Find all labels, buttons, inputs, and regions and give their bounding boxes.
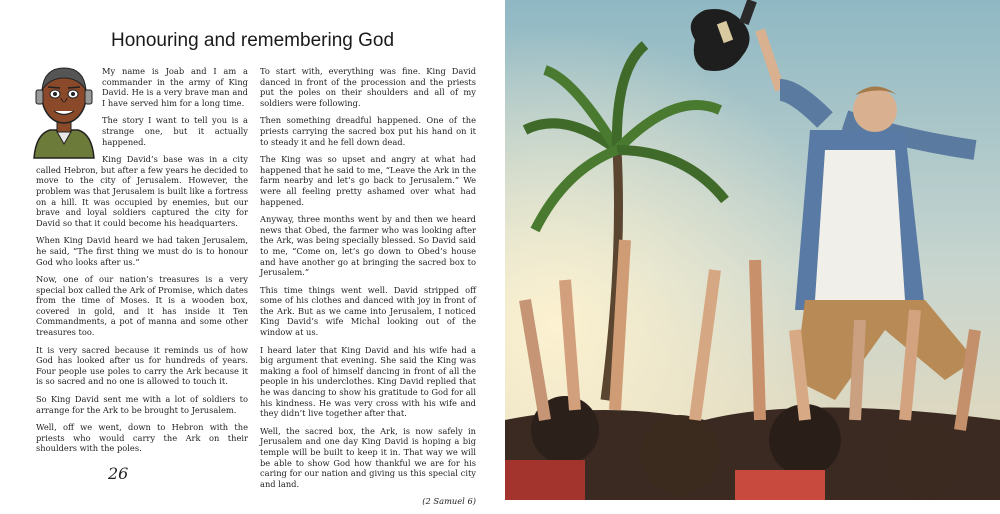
paragraph: This time things went well. David stripped off some of his clothes and danced with joy in front of the Ark. But as we came into Jerusalem, I noticed King David’s wife Michal looking out of the window at us. [260, 284, 476, 338]
paragraph: To start with, everything was fine. King David danced in front of the procession and the priests put the poles on their shoulders and all of my soldiers were following. [260, 66, 476, 108]
paragraph: Now, one of our nation’s treasures is a very special box called the Ark of Promise, which dates from the time of Moses. It is a wooden box, covered in gold, and it has inside it Ten Commandments, a pot of manna and some other treasures too. [36, 274, 248, 338]
page-title: Honouring and remembering God [110, 30, 395, 51]
paragraph: Well, off we went, down to Hebron with the priests who would carry the Ark on their shoulders with the poles. [36, 422, 248, 454]
paragraph: I heard later that King David and his wife had a big argument that evening. She said the King was making a fool of himself dancing in front of all the people in his underclothes. King David replied that he was dancing to show his gratitude to God for all his kindness. He was very cross with his wife and they didn’t live together after that. [260, 344, 476, 419]
paragraph: My name is Joab and I am a commander in the army of King David. He is a very brave man and I have served him for a long time. [102, 66, 248, 108]
page-number: 26 [108, 464, 129, 483]
paragraph: Anyway, three months went by and then we heard news that Obed, the farmer who was looking after the Ark, was being specially blessed. So David said to me, “Come on, let’s go down to Obed’s house and have another go at bringing the sacred box to Jerusalem.” [260, 214, 476, 278]
paragraph: So King David sent me with a lot of soldiers to arrange for the Ark to be brought to Jerusalem. [36, 394, 248, 415]
concert-crowd-photo [505, 0, 1000, 500]
paragraph: When King David heard we had taken Jerusalem, he said, “The first thing we must do is to honour God who looks after us.” [36, 235, 248, 267]
paragraph: King David’s base was in a city called Hebron, but after a few years he decided to move to the city of Jerusalem. However, the problem was that Jerusalem is built like a fortress on a hill. It was occupied by enemies, but our brave and loyal soldiers captured the city for David so that it could become his headquarters. [36, 154, 248, 228]
paragraph: The story I want to tell you is a strange one, but it actually happened. [102, 115, 248, 147]
left-page [0, 0, 505, 507]
paragraph: Well, the sacred box, the Ark, is now safely in Jerusalem and one day King David is hoping a big temple will be built to keep it in. That way we will be able to show God how thankful we are for his caring for our nation and giving us this special city and land. [260, 425, 476, 489]
scripture-citation: (2 Samuel 6) [422, 496, 476, 507]
photo-illustration [505, 0, 1000, 500]
text-column-right [260, 66, 476, 514]
paragraph: It is very sacred because it reminds us of how God has looked after us for hundreds of years. Four people use poles to carry the Ark because it is so sacred and no one is allowed to touch it. [36, 344, 248, 387]
paragraph: The King was so upset and angry at what had happened that he said to me, “Leave the Ark in the farm nearby and let’s go back to Jerusalem.” We were all feeling pretty ashamed over what had happened. [260, 154, 476, 207]
paragraph: Then something dreadful happened. One of the priests carrying the sacred box put his hand on it to steady it and he fell down dead. [260, 115, 476, 147]
text-column-left [36, 66, 248, 461]
